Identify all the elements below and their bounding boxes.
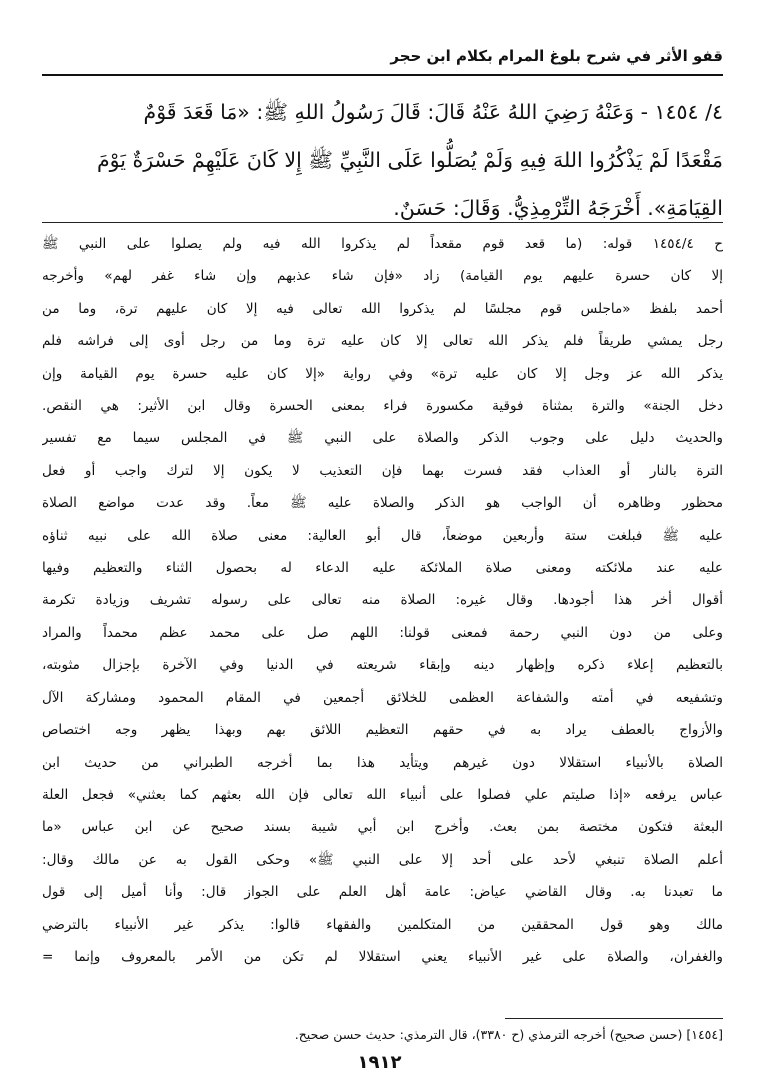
commentary-line: والأزواج بالعطف يراد به في حقهم التعظيم اللائق بهم وبهذا يظهر وجه اختصاص — [42, 722, 723, 739]
commentary-line: إلا كان حسرة عليهم يوم القيامة) زاد «فإن شاء عذبهم وإن شاء غفر لهم» وأخرجه — [42, 268, 723, 285]
commentary-line: ح ١٤٥٤/٤ قوله: (ما قعد قوم مقعداً لم يذكروا الله فيه ولم يصلوا على النبي ﷺ — [42, 236, 723, 252]
commentary-line: ما تعبدنا به. وقال القاضي عياض: عامة أهل العلم على الجواز قال: وأنا أميل إلى قول — [42, 884, 723, 901]
commentary-line: عباس يرفعه «إذا صليتم علي فصلوا على أنبياء الله تعالى فإن الله بعثهم كما بعثني» فجعل العلة — [42, 786, 723, 803]
commentary-line: الترة بالنار أو العذاب فقد فسرت بهما فإن التعذيب لا يكون إلا لترك واجب أو فعل — [42, 462, 723, 479]
commentary-line: وعلى من دون النبي رحمة فمعنى قولنا: اللهم صل على محمد عظم محمداً والمراد — [42, 624, 723, 641]
header-rule — [42, 74, 723, 76]
commentary-line: أحمد بلفظ «ماجلس قوم مجلسًا لم يذكروا الله تعالى فيه إلا كان عليهم ترة، وما من — [42, 300, 723, 317]
commentary-text — [42, 228, 723, 973]
hadith-rule — [42, 222, 723, 223]
commentary-line: أقوال أخر هذا أجودها. وقال غيره: الصلاة منه تعالى على رسوله تشريف وزيادة تكرمة — [42, 592, 723, 609]
commentary-line: وتشفيعه في أمته والشفاعة العظمى للخلائق أجمعين في المقام المحمود ومشاركة الآل — [42, 689, 723, 706]
page-number: ١٩١٢ — [357, 1052, 402, 1073]
commentary-line: بالتعظيم إعلاء ذكره وإظهار دينه وإبقاء شريعته في الدنيا وفي الآخرة بإجزال مثوبته، — [42, 657, 723, 674]
footnote: [١٤٥٤] (حسن صحيح) أخرجه الترمذي (ح ٣٣٨٠)، قال الترمذي: حديث حسن صحيح. — [294, 1027, 723, 1042]
commentary-line: رجل يمشي طريقاً فلم يذكر الله تعالى إلا كان عليه ترة وما من رجل أوى إلى فراشه فلم — [42, 333, 723, 350]
commentary-line: عليه ﷺ فبلغت ستة وأربعين موضعاً، قال أبو العالية: معنى صلاة الله على نبيه ثناؤه — [42, 527, 723, 544]
hadith-line: القِيَامَةِ». أَخْرَجَهُ التِّرْمِذِيُّ. وَقَالَ: حَسَنٌ. — [393, 196, 723, 220]
commentary-line: والغفران، والصلاة على غير الأنبياء يعني استقلالا لم تكن من الأمر بالمعروف وإنما = — [42, 948, 723, 965]
footnote-rule — [505, 1018, 723, 1019]
commentary-line: الصلاة بالأنبياء استقلالا دون غيرهم ويتأيد هذا بما أخرجه الطبراني من حديث ابن — [42, 754, 723, 771]
hadith-text — [42, 88, 723, 232]
commentary-line: محظور وظاهره أن الواجب هو الذكر والصلاة عليه ﷺ معاً. وقد عدت مواضع الصلاة — [42, 495, 723, 512]
hadith-line: مَقْعَدًا لَمْ يَذْكُرُوا اللهَ فِيهِ وَلَمْ يُصَلُّوا عَلَى النَّبِيِّ ﷺ إِلا كَانَ عَلَيْهِمْ حَسْرَةٌ يَوْمَ — [96, 148, 723, 172]
commentary-line: مالك وهو قول المحققين من المتكلمين والفقهاء قالوا: يذكر غير الأنبياء بالترضي — [42, 916, 723, 933]
hadith-line: ٤/ ١٤٥٤ - وَعَنْهُ رَضِيَ اللهُ عَنْهُ قَالَ: قَالَ رَسُولُ اللهِ ﷺ: «مَا قَعَدَ قَوْمٌ — [143, 100, 723, 124]
commentary-line: عليه عند ملائكته ومعنى صلاة الملائكة عليه الدعاء له بحصول الثناء والتعظيم وفيها — [42, 560, 723, 577]
commentary-line: دخل الجنة» والترة بمثناة فوقية مكسورة فراء بمعنى الحسرة وقال ابن الأثير: هي النقص. — [42, 398, 723, 415]
commentary-line: والحديث دليل على وجوب الذكر والصلاة على النبي ﷺ في المجلس سيما مع تفسير — [42, 430, 723, 447]
running-head: قفو الأثر في شرح بلوغ المرام بكلام ابن حجر — [390, 47, 723, 65]
commentary-line: يذكر الله عز وجل إلا كان عليه ترة» وفي رواية «إلا كان عليه حسرة يوم القيامة وإن — [42, 365, 723, 382]
commentary-line: البعثة فتكون مختصة بمن بعث. وأخرج ابن أبي شيبة بسند صحيح عن ابن عباس «ما — [42, 819, 723, 836]
commentary-line: أعلم الصلاة تنبغي لأحد على أحد إلا على النبي ﷺ» وحكى القول به عن مالك وقال: — [42, 851, 723, 868]
